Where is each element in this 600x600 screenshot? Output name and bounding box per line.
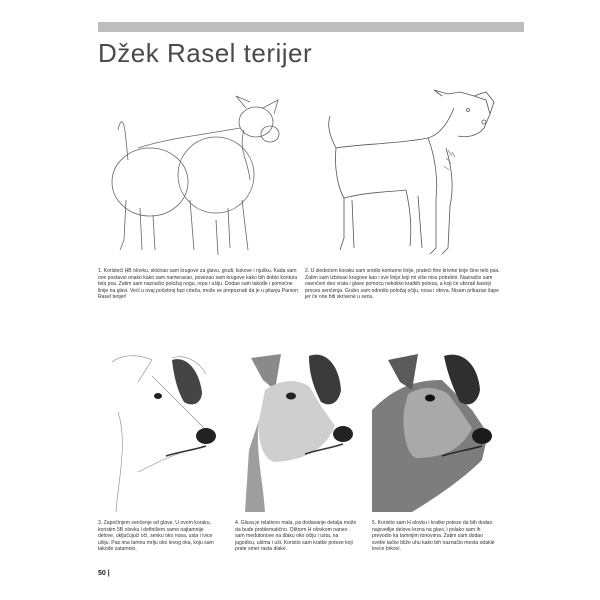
nose	[196, 428, 216, 444]
figure-step-5	[372, 350, 500, 512]
eye	[154, 393, 162, 399]
figure-step-3	[98, 352, 220, 512]
head-sketch-finished	[372, 350, 500, 512]
caption-step-5: 5. Koristio sam H olovku i kratke poteze da bih dodao najsvetlije delove krzna na glavi, i polako sam ih prevodio ka tamnijim tonovima. Zatim sam dodao svetle tačke bliže uhu kako bih naznačio mesta odakle kreće brkovi.	[372, 520, 495, 553]
sketch-circles-drawing	[98, 90, 298, 260]
page-number: 50 |	[98, 570, 110, 577]
chest-circle	[112, 148, 188, 216]
caption-step-2: 2. U sledećem koraku sam srediо konturne linije, pratеći fine krivine koje čine telo psa. Zatim sam izbrisao krugove kao i sve linije koji mi više nisu potrebni. Naznačio sam osenčeni deo vrata i glave pomoću nekoliko kratkih poteza, a koji će ubrzati kasniji proces senčenja. Grubo sam odredio položaj očiju, nosa i obrva. Nisam prikazao šape jer će one biti skrivene u senu.	[305, 268, 500, 301]
outline-drawing	[318, 88, 518, 260]
caption-step-4: 4. Glava je relativno mala, pa dodavanje detalja može da bude problematično. Oštrom H olovkom nanеo sam međutonove na dlaku oko očiju i usta, na jagodicu, ušima i uši. Koristio sam kratke poteze koji prate smer rasta dlake.	[235, 520, 357, 553]
caption-step-3: 3. Započinjem senčenje od glave. U ovom koraku, koristim 5B olovku i definišem samo najtamnije delove, uključujući oči, senku oko nosa, usta i ivice ušiju. Pas ima tamnu mrlju oko levog oka, koju sam takođe zatamnio.	[98, 520, 214, 553]
header-bar	[98, 22, 524, 32]
page-title: Džek Rasel terijer	[98, 38, 313, 68]
muzzle-circle	[261, 126, 279, 142]
eye-patch	[172, 359, 202, 404]
figure-step-4	[235, 350, 360, 512]
figure-step-2	[318, 88, 518, 260]
head-sketch-dark-areas	[98, 352, 220, 512]
head-sketch-midtones	[235, 350, 360, 512]
figure-step-1	[98, 90, 298, 260]
head-circle	[239, 107, 273, 137]
caption-step-1: 1. Koristeći HB olovku, skicirao sam krugove za glavu, grudi, kukove i njušku. Kada sam ove postavio onako kako sam nameravao, povezao sam krugove kako bih dobio konturu tela psa. Zatim sam naznačio položaj nogu, repa i ušiju. Dodao sam takođe i pomoćne linije na glavi. Veći u ovaj početnoj fazi crteža, može se prepoznati da je u pitanju Parson Rasel terijer!	[98, 268, 298, 301]
